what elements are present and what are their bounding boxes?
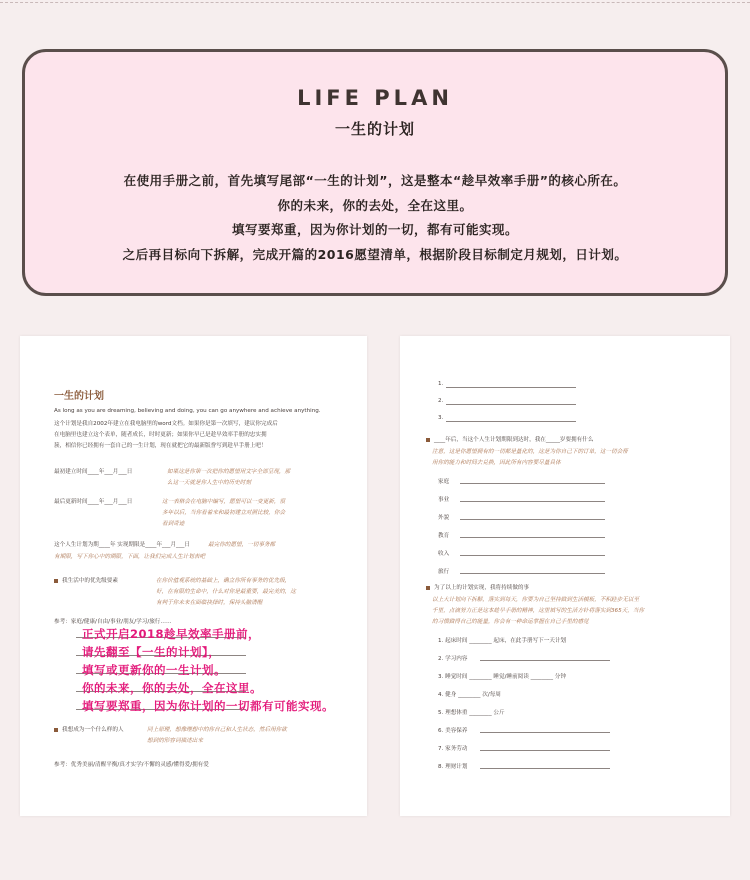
habit-finance: 8. 理财计划 <box>438 764 468 770</box>
updated-note-3: 看到奇迹 <box>162 521 185 527</box>
bullet-icon <box>54 579 58 583</box>
area-income: 收入 <box>438 551 450 557</box>
habit-study: 2. 学习内容 <box>438 656 468 662</box>
priority-note-2: 好，在有限的生命中，什么对你是最重要，最完美的，这 <box>156 589 296 595</box>
area-career: 事业 <box>438 497 450 503</box>
area-line <box>460 483 605 484</box>
habit-housework: 7. 家务劳动 <box>438 746 468 752</box>
list-line-2 <box>446 404 576 405</box>
habit-line <box>480 660 610 661</box>
habit-beauty-care: 6. 美容保养 <box>438 728 468 734</box>
intro-line-4: 之后再目标向下拆解，完成开篇的2016愿望清单，根据阶段目标制定月规划，日计划。 <box>122 247 628 262</box>
list-number-2: 2. <box>438 398 444 404</box>
field-created-date: 最初建立时间____年___月___日 <box>54 469 133 475</box>
priority-reference: 参考：家庭/健康/自由/事业/朋友/学习/旅行…… <box>54 619 172 625</box>
field-updated-date: 最后更新时间____年___月___日 <box>54 499 133 505</box>
bullet-icon <box>426 586 430 590</box>
updated-note-2: 多年以后，当你看着来和最初建立对照比较，你会 <box>162 510 286 516</box>
habit-ideal-weight: 5. 理想体重 ________ 公斤 <box>438 710 505 716</box>
field-plan-period: 这个人生计划为期____年 实现期限是____年___月___日 <box>54 542 191 548</box>
area-line <box>460 555 605 556</box>
intro-line-3: 填写要郑重，因为你计划的一切，都有可能实现。 <box>231 222 518 237</box>
intro-english: As long as you are dreaming, believing and doing, you can go anywhere and achieve anything. <box>54 408 321 414</box>
area-family: 家庭 <box>438 479 450 485</box>
life-plan-intro-card <box>22 49 728 296</box>
updated-note-1: 这一表格会在电脑中编写，愿望可以一变更新，很 <box>162 499 286 505</box>
handwritten-note-2: 请先翻至【一生的计划】， <box>82 645 221 659</box>
intro-text-1: 这个计划是我自2002年建立在我电脑里的word文档。如果你是第一次填写，建议你完成后 <box>54 421 278 427</box>
area-line <box>460 501 605 502</box>
habits-label: 为了以上的计划实现，我将持续做的事 <box>426 583 529 591</box>
priority-label: 我生活中的优先级要素 <box>54 576 118 584</box>
person-reference: 参考：优秀美丽/清醒平衡/真才实学/不懈的灵感/懂得爱/拥有爱 <box>54 762 209 768</box>
left-page-heading: 一生的计划 <box>54 391 104 402</box>
area-education: 教育 <box>438 533 450 539</box>
created-note-1: 如果这是你第一次把你的愿望用文字全部呈现，那 <box>167 469 291 475</box>
habit-line <box>480 768 610 769</box>
intro-text-3: 簇，相信你已经拥有一套自己的一生计划，现在就把它的最新版誊写到趁早手册上吧！ <box>54 443 267 449</box>
area-appearance: 外貌 <box>438 515 450 521</box>
habit-sleep-time: 3. 睡觉时间 ________ 睡觉/睡前阅读 ________ 分钟 <box>438 674 566 680</box>
left-page-preview <box>20 336 367 816</box>
period-note-2: 有期限，写下你心中的期限，下面，让我们完成人生计划表吧 <box>54 554 206 560</box>
person-note-1: 同上原理，想像理想中的你自己和人生状态，然后用你欲 <box>147 727 287 733</box>
intro-line-2: 你的未来，你的去处，全在这里。 <box>277 198 473 213</box>
bullet-icon <box>54 728 58 732</box>
handwritten-note-1: 正式开启2018趁早效率手册前， <box>82 627 261 641</box>
habits-note-1: 以上大计划向下拆解，落实到每天，你要为自己坚持做到生活模板，不积跬步无以至 <box>432 597 639 603</box>
habits-note-2: 千里，点滴努力正是这本趁早手册的精神，这里填写的生活方针将落实到365天，当你 <box>432 608 645 614</box>
bullet-icon <box>426 438 430 442</box>
right-page-preview <box>400 336 730 816</box>
priority-note-3: 有判于你未来在面临抉择时，保持头脑清醒 <box>156 600 263 606</box>
habits-note-3: 的习惯做得自己的能量，你会有一种命运掌握在自己手里的感觉 <box>432 619 589 625</box>
area-line <box>460 537 605 538</box>
habit-line <box>480 750 610 751</box>
list-number-1: 1. <box>438 381 444 387</box>
handwritten-note-4: 你的未来，你的去处，全在这里。 <box>82 681 262 695</box>
created-note-2: 么这一天就是你人生中的历史时刻 <box>167 480 251 486</box>
person-note-2: 想到的形容词描述出来 <box>147 738 203 744</box>
intro-text-2: 在电脑里也建立这个表单，随者成长，时时更新；如果你早已是趁早效率手册的忠实拥 <box>54 432 267 438</box>
title-english: LIFE PLAN <box>297 86 453 110</box>
priority-note-1: 在你价值观系统的基础上，确立你所有事务的优先级， <box>156 578 291 584</box>
list-line-3 <box>446 421 576 422</box>
period-note-1: 最完你的愿望，一切事务都 <box>208 542 276 548</box>
handwritten-note-5: 填写要郑重，因为你计划的一切都有可能实现。 <box>82 699 334 713</box>
area-line <box>460 519 605 520</box>
list-line-1 <box>446 387 576 388</box>
area-travel: 旅行 <box>438 569 450 575</box>
intro-line-1: 在使用手册之前，首先填写尾部“一生的计划”，这是整本“趁早效率手册”的核心所在。 <box>123 173 627 188</box>
future-note-1: 注意，这是你愿望拥有的一切都是量化的，这是为你自己下的订单，这一切会帮 <box>432 449 628 455</box>
title-chinese: 一生的计划 <box>334 120 415 138</box>
future-label: ____年后，当这个人生计划期限到达时，我在_____岁要拥有什么 <box>426 435 593 443</box>
habit-wake-time: 1. 起床时间 ________ 起床，在此手册写下一天计划 <box>438 638 567 644</box>
top-dashed-divider <box>0 2 750 3</box>
area-line <box>460 573 605 574</box>
habit-fitness: 4. 健身 ________ 次/每周 <box>438 692 501 698</box>
future-note-2: 用你的能力和时间去兑换，因此所有内容要尽量具体 <box>432 460 561 466</box>
person-label: 我想成为一个什么样的人 <box>54 725 124 733</box>
habit-line <box>480 732 610 733</box>
list-number-3: 3. <box>438 415 444 421</box>
handwritten-note-3: 填写或更新你的一生计划。 <box>82 663 226 677</box>
